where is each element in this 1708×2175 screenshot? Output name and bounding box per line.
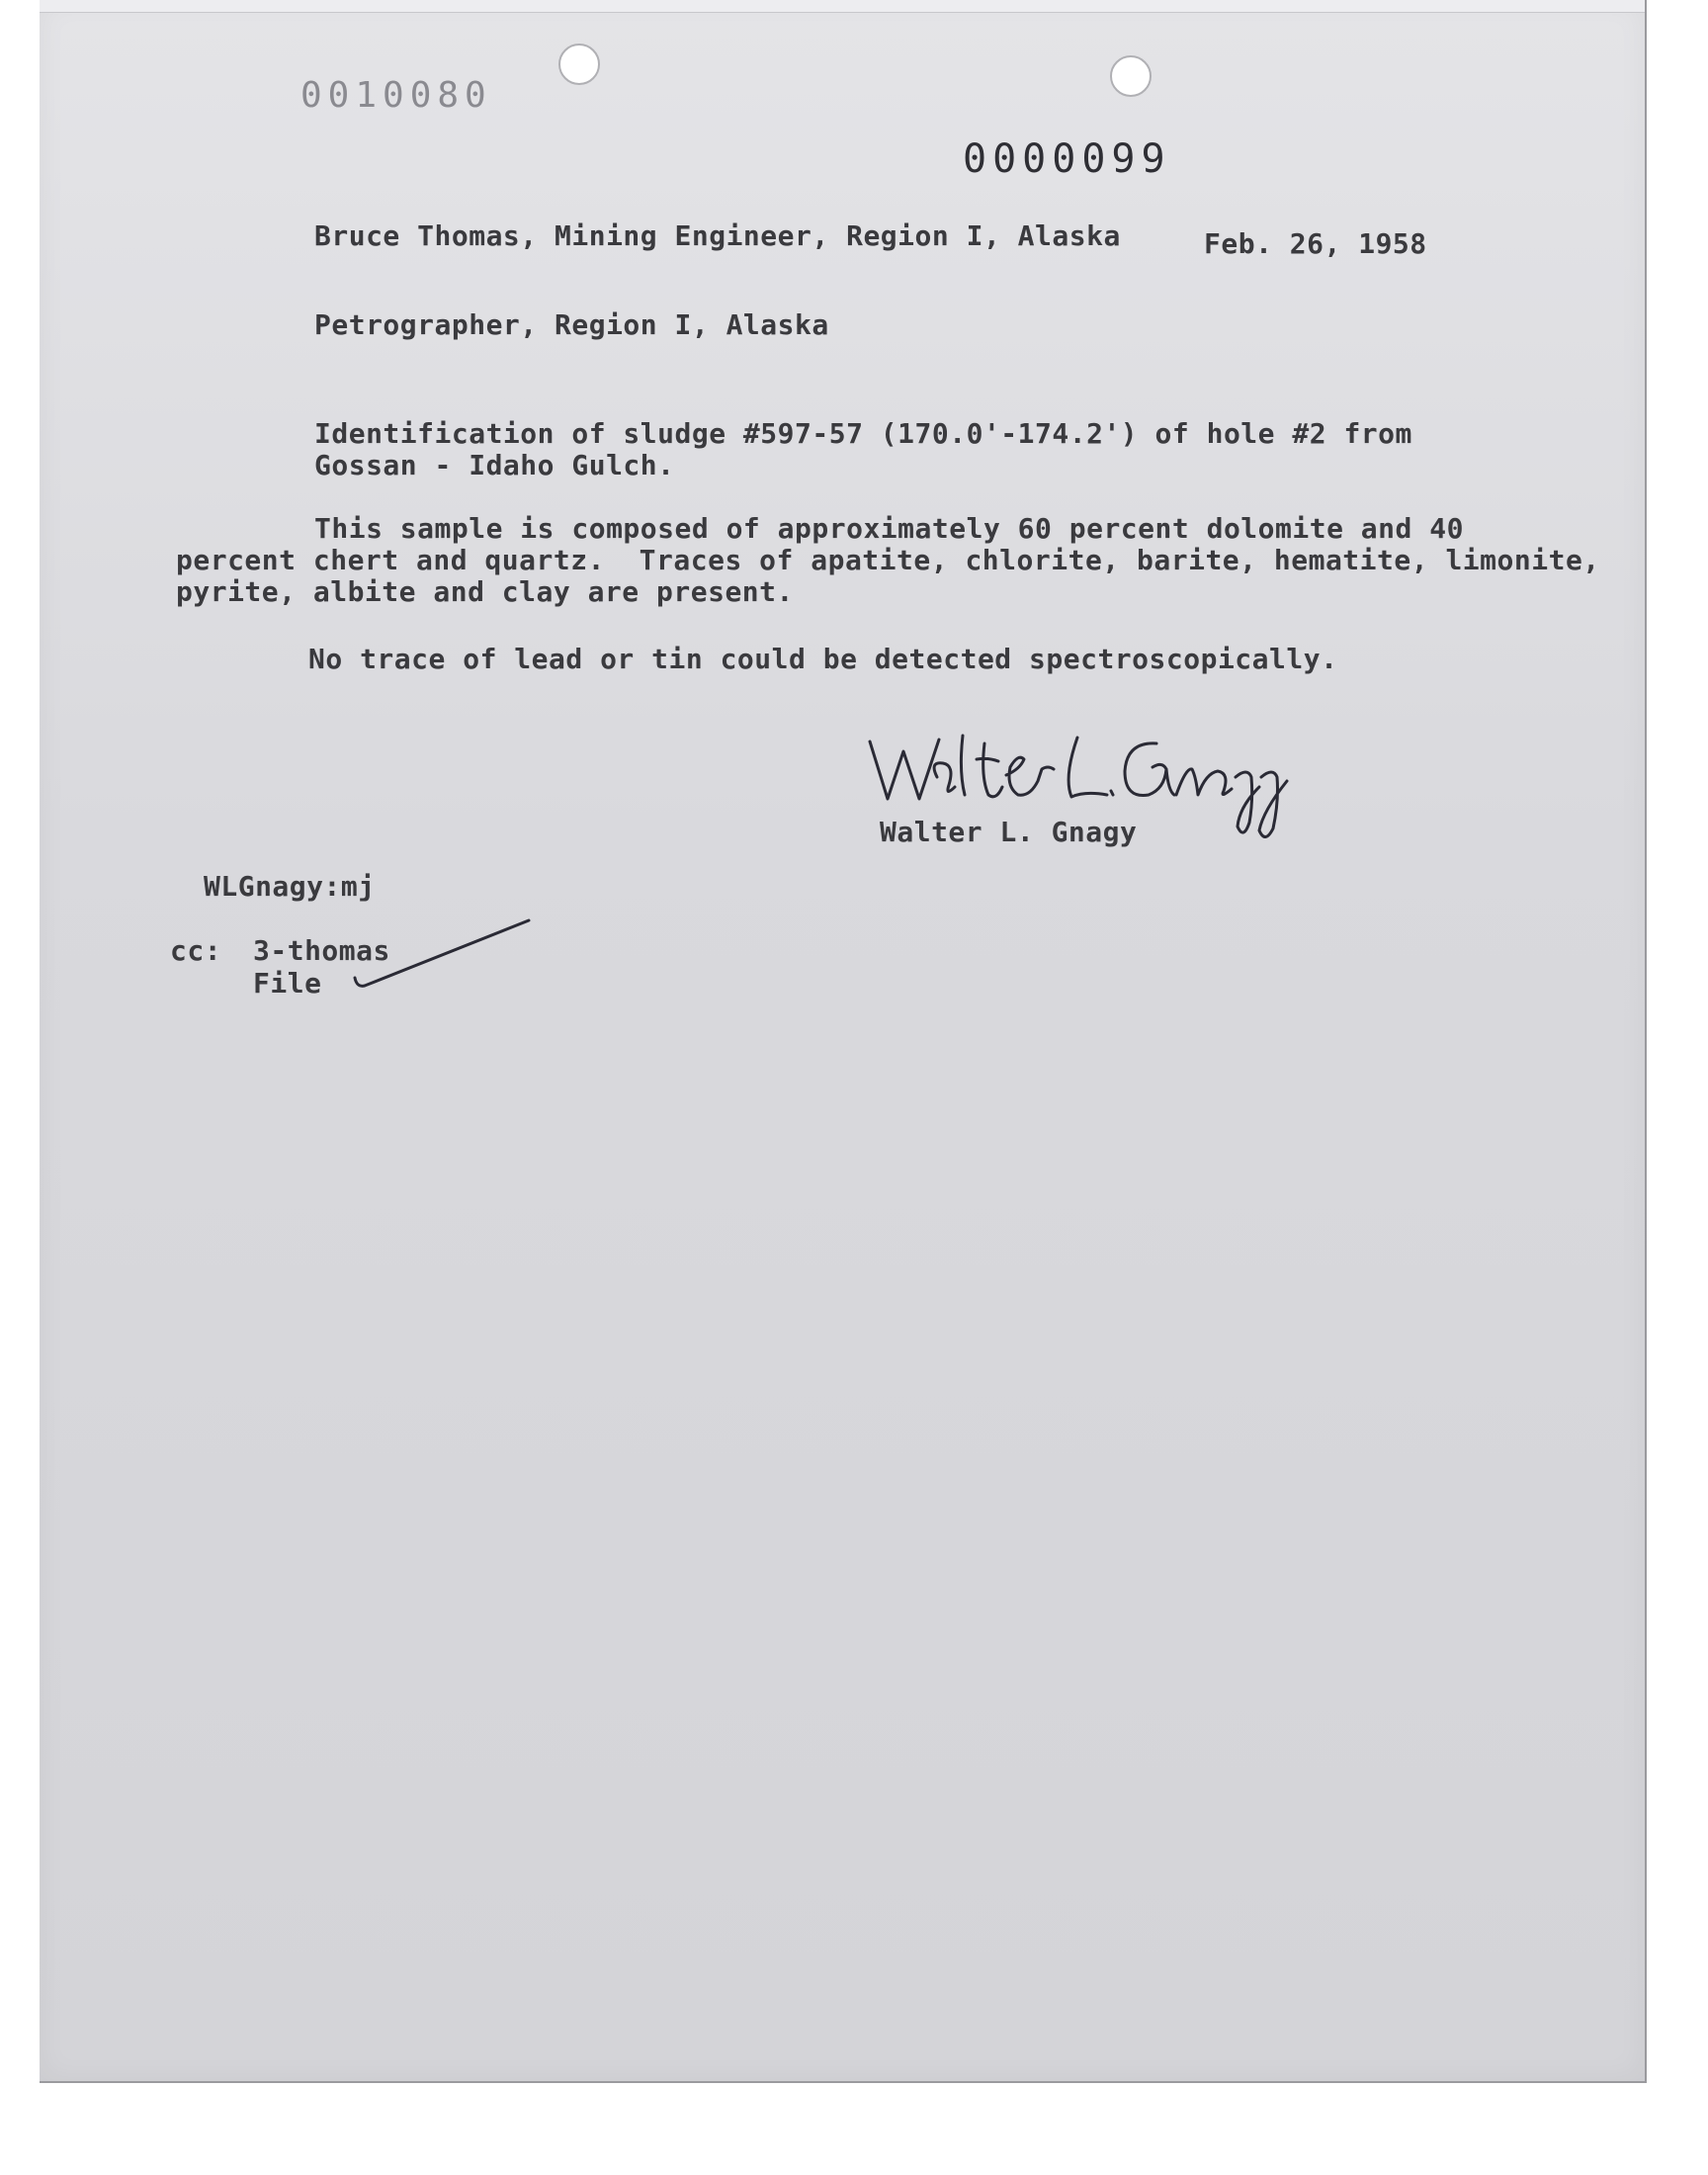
cc-label: cc: [170, 934, 222, 967]
body-paragraph-1-line-1: This sample is composed of approximately 60 percent dolomite and 40 [314, 512, 1464, 545]
stamp-number-upper-right: 0000099 [963, 136, 1171, 182]
page-top-edge [40, 0, 1645, 13]
document-page [40, 0, 1647, 2083]
stamp-number-upper-left: 0010080 [300, 75, 492, 116]
punch-hole-right [1110, 55, 1152, 97]
to-line: Petrographer, Region I, Alaska [314, 308, 829, 341]
cc-item-thomas: 3-thomas [253, 934, 390, 967]
subject-line-1: Identification of sludge #597-57 (170.0'-174.2') of hole #2 from [314, 417, 1412, 450]
body-paragraph-1-line-3: pyrite, albite and clay are present. [176, 575, 794, 608]
date: Feb. 26, 1958 [1204, 227, 1427, 260]
subject-line-2: Gossan - Idaho Gulch. [314, 449, 675, 481]
check-mark-icon [351, 914, 539, 994]
typed-signature: Walter L. Gnagy [880, 816, 1138, 848]
cc-item-file: File [253, 967, 322, 1000]
body-paragraph-2: No trace of lead or tin could be detected spectroscopically. [308, 643, 1338, 675]
from-line: Bruce Thomas, Mining Engineer, Region I, Alaska [314, 219, 1121, 252]
initials-line: WLGnagy:mj [204, 870, 376, 903]
body-paragraph-1-line-2: percent chert and quartz. Traces of apatite, chlorite, barite, hematite, limonite, [176, 544, 1600, 576]
punch-hole-left [558, 44, 600, 85]
